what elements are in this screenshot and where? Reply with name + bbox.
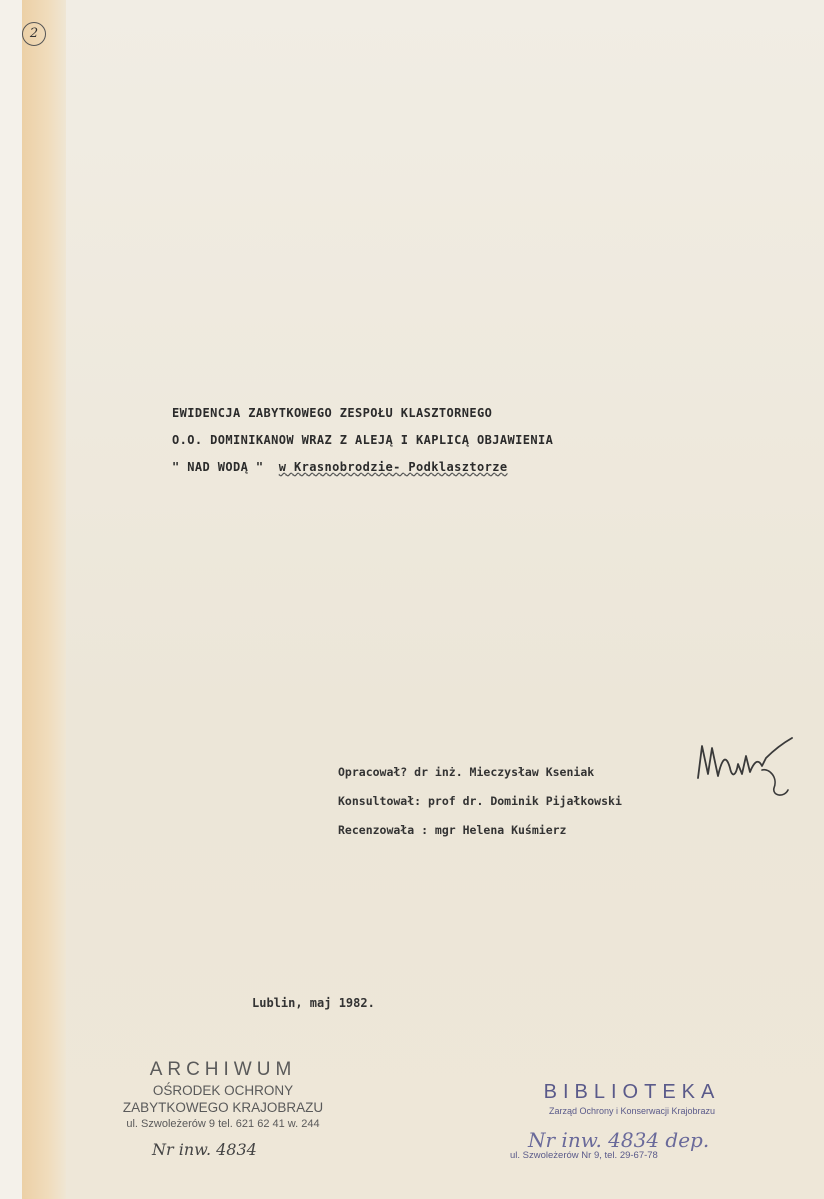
title-line-1: EWIDENCJA ZABYTKOWEGO ZESPOŁU KLASZTORNEGO xyxy=(172,406,493,420)
title-line-2: O.O. DOMINIKANOW WRAZ Z ALEJĄ I KAPLICĄ OBJAWIENIA xyxy=(172,433,554,447)
archive-stamp-line-1: OŚRODEK OCHRONY xyxy=(152,1083,294,1098)
library-stamp-title: BIBLIOTEKA xyxy=(543,1081,721,1103)
page-number: 2 xyxy=(22,22,46,46)
title-line-3 xyxy=(172,454,553,481)
handwritten-signature xyxy=(688,728,798,808)
credit-consultant: Konsultował: prof dr. Dominik Pijałkowski xyxy=(338,794,622,808)
binding-strip xyxy=(22,0,66,1199)
document-title xyxy=(172,400,553,481)
archive-stamp-line-2: ZABYTKOWEGO KRAJOBRAZU xyxy=(122,1100,324,1115)
library-stamp-address: ul. Szwoleżerów Nr 9, tel. 29-67-78 xyxy=(510,1150,658,1161)
title-chapel-name: " NAD WODĄ " xyxy=(172,460,264,474)
title-location: w Krasnobrodzie- Podklasztorze xyxy=(278,460,508,474)
left-edge xyxy=(0,0,23,1199)
archive-stamp-address: ul. Szwoleżerów 9 tel. 621 62 41 w. 244 xyxy=(126,1118,320,1130)
archive-stamp-title: ARCHIWUM xyxy=(149,1059,297,1080)
archive-stamp xyxy=(108,1058,338,1132)
document-page xyxy=(66,0,824,1199)
credit-reviewer: Recenzowała : mgr Helena Kuśmierz xyxy=(338,823,567,837)
credit-author: Opracował? dr inż. Mieczysław Kseniak xyxy=(338,765,595,779)
credits-block xyxy=(338,758,622,845)
archive-inventory-number: Nr inw. 4834 xyxy=(152,1140,257,1159)
library-stamp xyxy=(502,1080,762,1161)
place-and-date: Lublin, maj 1982. xyxy=(252,996,375,1010)
library-stamp-subtitle: Zarząd Ochrony i Konserwacji Krajobrazu xyxy=(548,1106,716,1116)
library-inventory-number: Nr inw. 4834 dep. xyxy=(528,1128,710,1152)
